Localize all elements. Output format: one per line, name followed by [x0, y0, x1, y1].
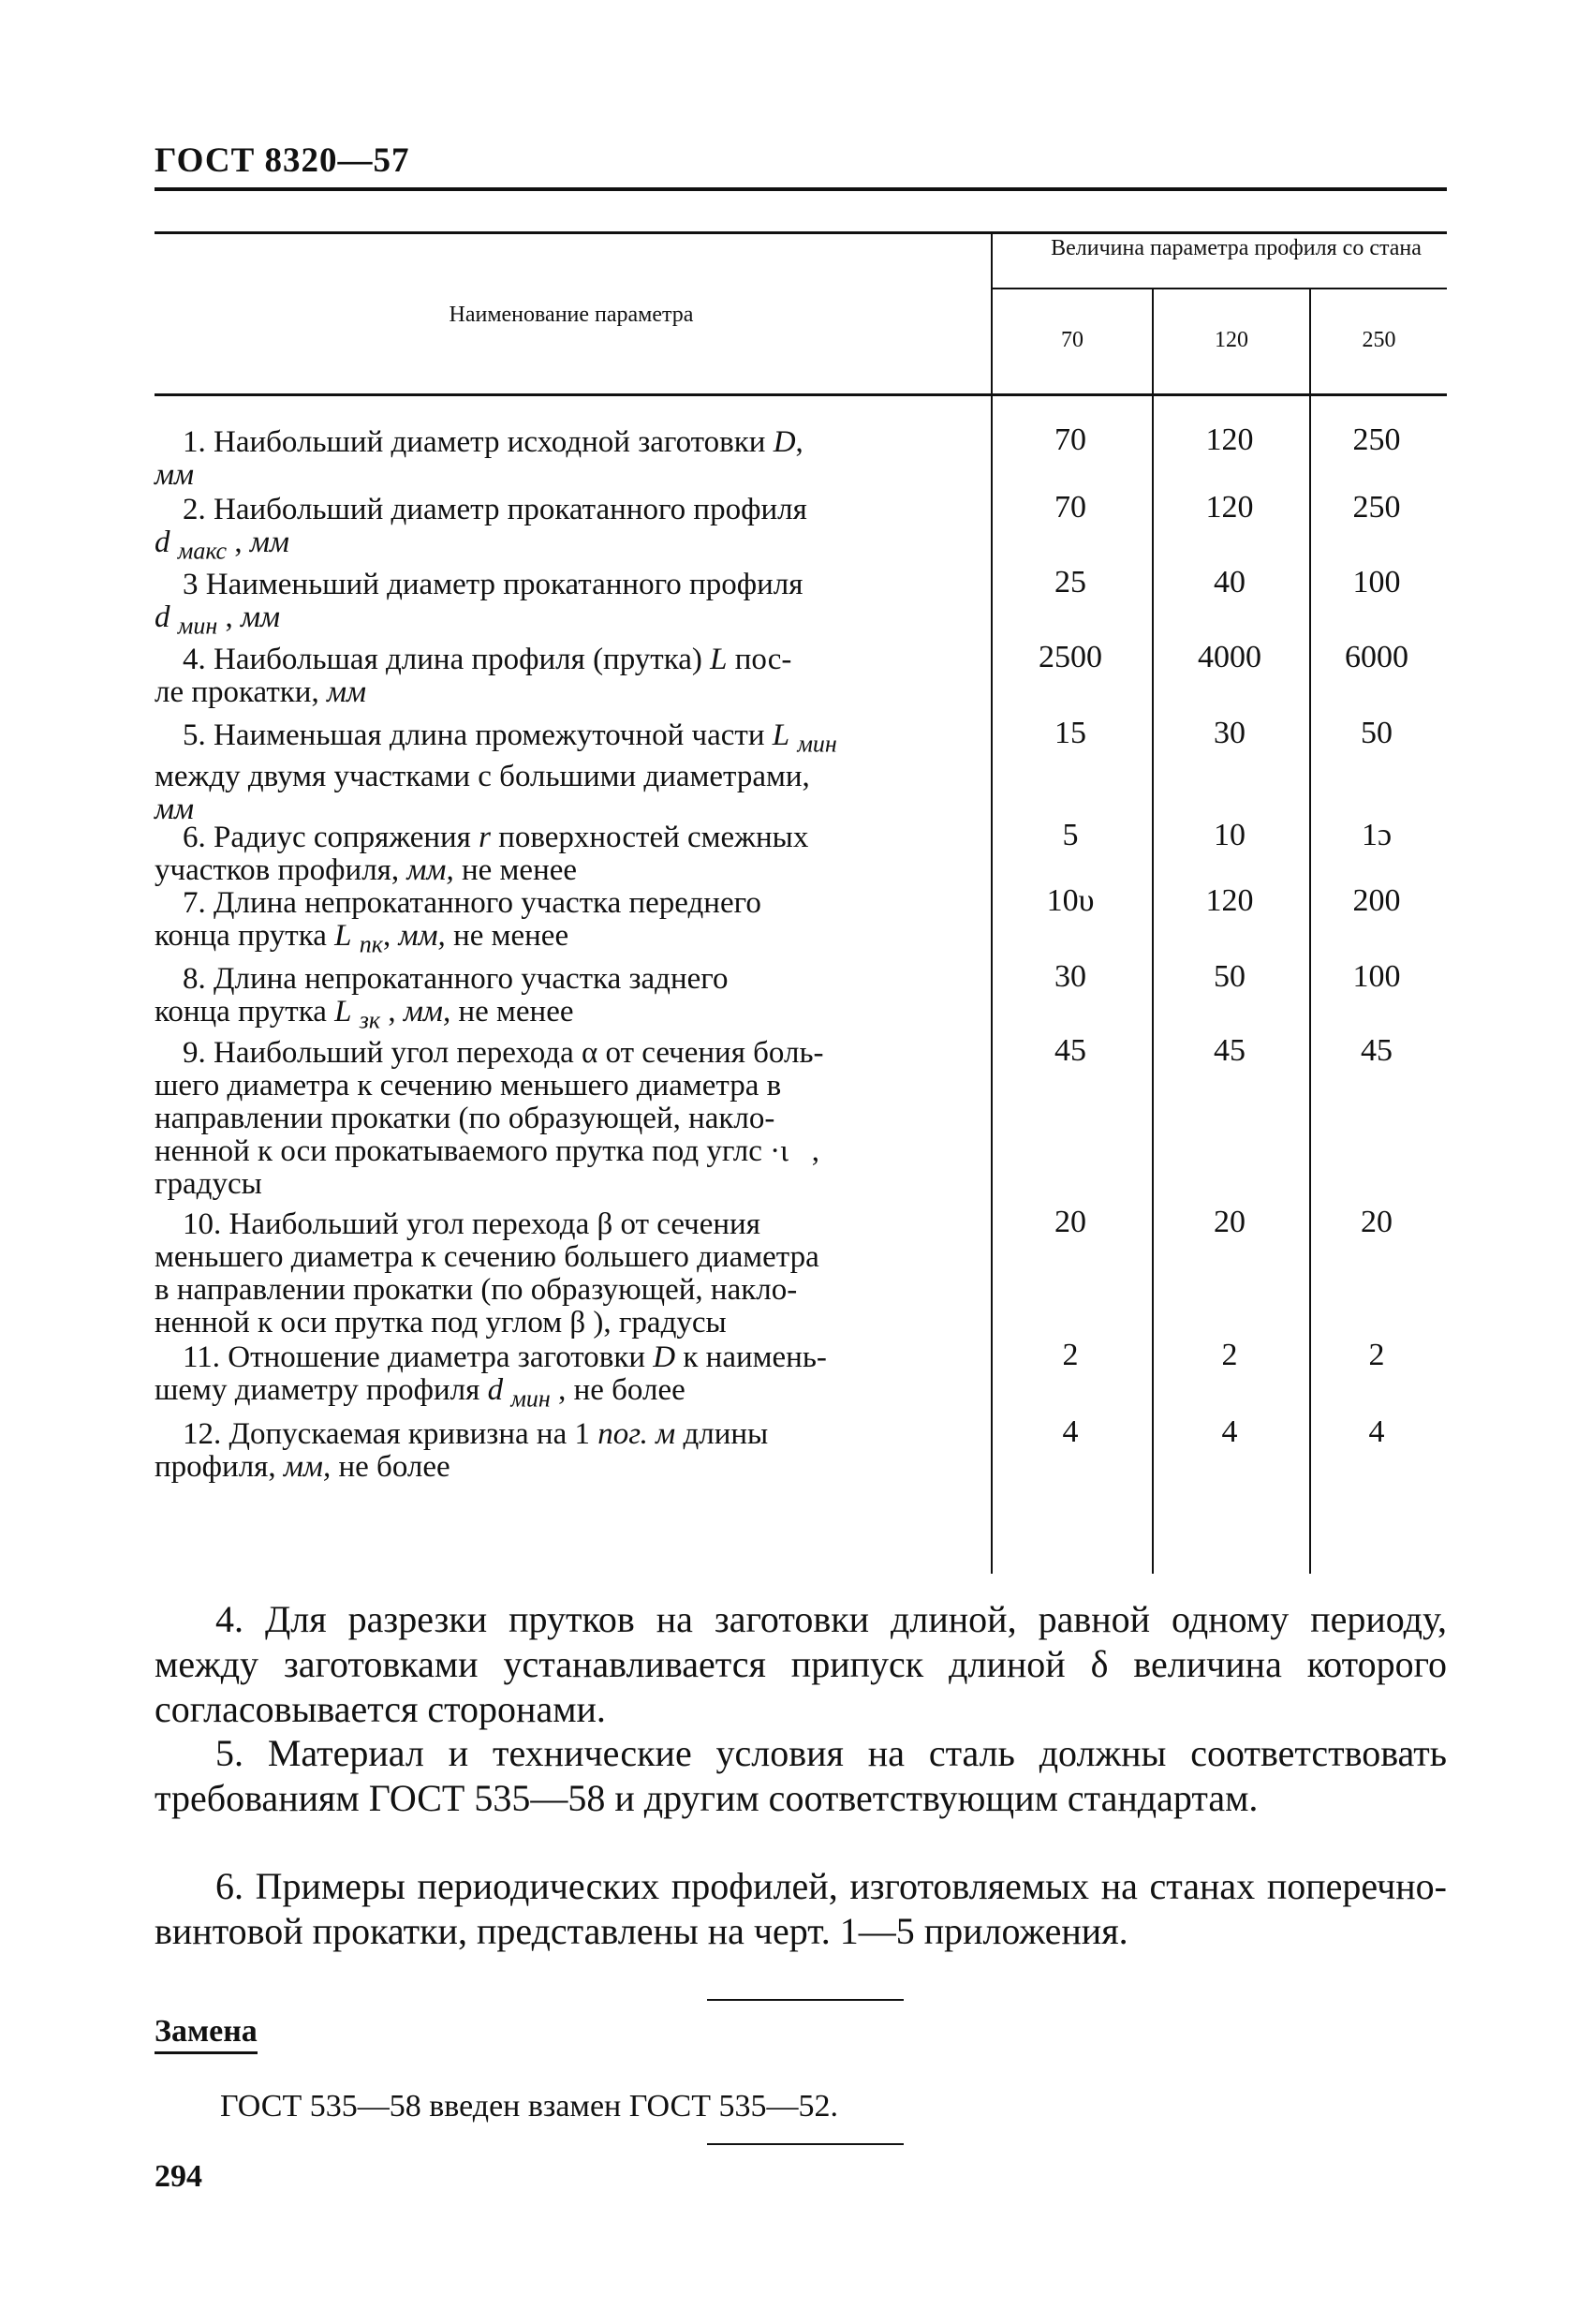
parameter-name-cell: 11. Отношение диаметра заготовки D к наимень- шему диаметру профиля d $_{мин}$ , не более — [155, 1340, 827, 1413]
value-cell-mill-70: 10υ — [1046, 883, 1095, 918]
value-cell-mill-250: 200 — [1352, 883, 1401, 918]
paragraph-text: 4. Для разрезки прутков на заготовки длиной, равной одному периоду, между заготовками устанавливается припуск длиной δ величина которого согласовывается сторонами. — [155, 1598, 1447, 1730]
value-cell-mill-250: 250 — [1352, 422, 1401, 457]
value-cell-mill-70: 70 — [1054, 422, 1086, 457]
value-cell-mill-120: 10 — [1214, 818, 1246, 852]
value-cell-mill-70: 25 — [1054, 565, 1086, 600]
value-cell-mill-250: 45 — [1361, 1033, 1393, 1068]
value-cell-mill-120: 45 — [1214, 1033, 1246, 1068]
value-cell-mill-250: 100 — [1352, 565, 1401, 600]
value-cell-mill-70: 70 — [1054, 490, 1086, 525]
value-cell-mill-250: 100 — [1352, 959, 1401, 994]
separator-rule — [707, 2143, 904, 2145]
paragraph-4 — [155, 1597, 1447, 1732]
value-cell-mill-250: 50 — [1361, 716, 1393, 750]
value-cell-mill-120: 120 — [1205, 422, 1254, 457]
parameter-name-cell: 10. Наибольший угол перехода β от сечения меньшего диаметра к сечению большего диаметра в направлении прокатки (по образующей, накло- ненной к оси прутка под углом β ), градусы — [155, 1207, 819, 1340]
mill-250-header: 250 — [1362, 328, 1396, 352]
value-cell-mill-250: 6000 — [1345, 640, 1408, 674]
value-cell-mill-70: 15 — [1054, 716, 1086, 750]
column-divider — [1309, 289, 1311, 1574]
column-divider — [1152, 289, 1154, 1574]
value-cell-mill-250: 4 — [1368, 1414, 1385, 1449]
value-cell-mill-120: 50 — [1214, 959, 1246, 994]
value-cell-mill-70: 4 — [1062, 1414, 1079, 1449]
value-cell-mill-70: 30 — [1054, 959, 1086, 994]
parameter-name-cell: 6. Радиус сопряжения r поверхностей смежных участков профиля, мм, не менее — [155, 821, 809, 887]
value-cell-mill-70: 20 — [1054, 1205, 1086, 1239]
value-cell-mill-120: 4000 — [1198, 640, 1261, 674]
footnote-heading: Замена — [155, 2014, 258, 2054]
value-cell-mill-250: 20 — [1361, 1205, 1393, 1239]
value-cell-mill-120: 120 — [1205, 490, 1254, 525]
table-header-bottom-rule — [155, 393, 1447, 396]
table-top-rule — [155, 231, 1447, 234]
header-rule — [155, 187, 1447, 191]
parameter-name-cell: 7. Длина непрокатанного участка переднего конца прутка L $_{пк}$, мм, не менее — [155, 886, 761, 958]
parameter-name-cell: 3 Наименьший диаметр прокатанного профиля d $_{мин}$ , мм — [155, 568, 803, 640]
footnote-text: ГОСТ 535—58 введен взамен ГОСТ 535—52. — [220, 2089, 838, 2124]
parameter-name-cell: 9. Наибольший угол перехода α от сечения боль- шего диаметра к сечению меньшего диаметра в направлении прокатки (по образующей, накло- ненной к оси прокатываемого прутка под углс ·ι , градусы — [155, 1036, 824, 1201]
value-cell-mill-70: 2 — [1062, 1338, 1079, 1372]
paragraph-6 — [155, 1864, 1447, 1954]
page-number: 294 — [155, 2159, 202, 2194]
parameter-name-cell: 8. Длина непрокатанного участка заднего конца прутка L $_{зк}$ , мм, не менее — [155, 962, 729, 1034]
paragraph-text: 6. Примеры периодических профилей, изготовляемых на станах поперечно-винтовой прокатки, представлены на черт. 1—5 приложения. — [155, 1865, 1447, 1952]
value-cell-mill-120: 2 — [1221, 1338, 1238, 1372]
parameter-name-cell: 12. Допускаемая кривизна на 1 пог. м длины профиля, мм, не более — [155, 1417, 769, 1484]
parameter-name-cell: 1. Наибольший диаметр исходной заготовки D, мм — [155, 425, 803, 492]
value-cell-mill-120: 20 — [1214, 1205, 1246, 1239]
value-cell-mill-250: 2 — [1368, 1338, 1385, 1372]
parameter-column-header: Наименование параметра — [449, 303, 694, 327]
value-cell-mill-120: 120 — [1205, 883, 1254, 918]
parameter-name-cell: 2. Наибольший диаметр прокатанного профиля d $_{макс}$ , мм — [155, 493, 807, 565]
paragraph-5 — [155, 1731, 1447, 1821]
mill-70-header: 70 — [1061, 328, 1083, 352]
value-cell-mill-120: 30 — [1214, 716, 1246, 750]
parameter-name-cell: 4. Наибольшая длина профиля (прутка) L пос- ле прокатки, мм — [155, 643, 792, 709]
value-cell-mill-250: 250 — [1352, 490, 1401, 525]
separator-rule — [707, 1999, 904, 2001]
parameter-name-cell: 5. Наименьшая длина промежуточной части L $_{мин}$ между двумя участками с большими диаметрами, мм — [155, 718, 837, 826]
value-cell-mill-70: 45 — [1054, 1033, 1086, 1068]
value-column-header: Величина параметра профиля со стана — [1051, 236, 1422, 260]
value-cell-mill-70: 2500 — [1039, 640, 1102, 674]
value-cell-mill-250: 1ɔ — [1361, 818, 1393, 852]
value-cell-mill-120: 40 — [1214, 565, 1246, 600]
mill-120-header: 120 — [1215, 328, 1248, 352]
document-header: ГОСТ 8320—57 — [155, 141, 410, 180]
subheader-rule — [993, 288, 1447, 289]
column-divider — [991, 234, 993, 1574]
paragraph-text: 5. Материал и технические условия на сталь должны соответствовать требованиям ГОСТ 535—58 и другим соответствующим стандартам. — [155, 1732, 1447, 1819]
value-cell-mill-70: 5 — [1062, 818, 1079, 852]
value-cell-mill-120: 4 — [1221, 1414, 1238, 1449]
